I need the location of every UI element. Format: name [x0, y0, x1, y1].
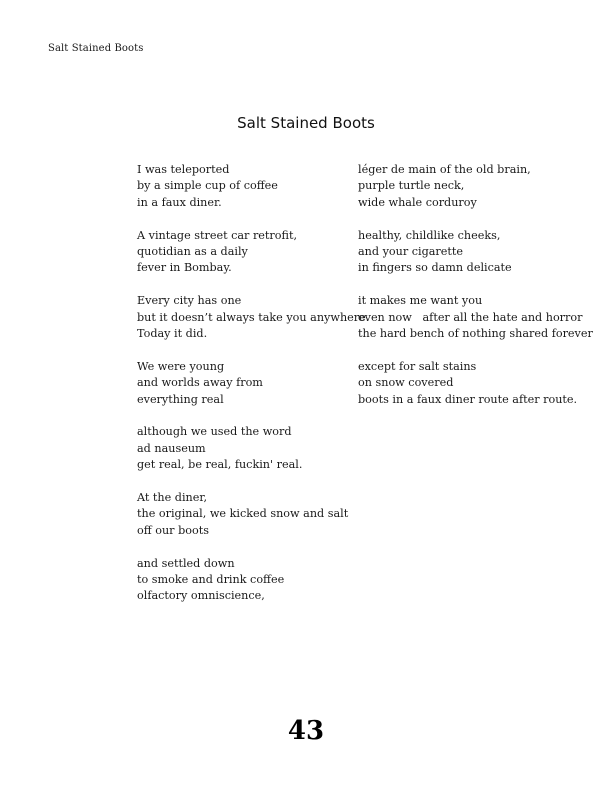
stanza — [137, 228, 352, 277]
poem-line: by a simple cup of coffee — [137, 179, 278, 193]
poem-title: Salt Stained Boots — [237, 114, 375, 132]
poem-line: A vintage street car retrofit, — [137, 228, 298, 242]
poem-line: léger de main of the old brain, — [358, 163, 531, 176]
poem-line: although we used the word — [137, 425, 292, 439]
poem-line: and your cigarette — [358, 245, 464, 259]
poem-line: and worlds away from — [137, 376, 263, 390]
poem-line: and settled down — [137, 556, 235, 570]
stanza — [137, 359, 352, 408]
stanza — [137, 490, 352, 539]
poem-line: to smoke and drink coffee — [137, 573, 285, 587]
poem-line: We were young — [137, 359, 225, 373]
poem-line: ad nauseum — [137, 441, 206, 455]
poem-line: wide whale corduroy — [358, 195, 477, 209]
poem-line: off our boots — [137, 523, 209, 537]
poem-line: except for salt stains — [358, 359, 477, 373]
poem-line: Every city has one — [137, 294, 242, 308]
poem-line: get real, be real, fuckin' real. — [137, 458, 303, 472]
running-header: Salt Stained Boots — [48, 43, 144, 54]
poem-right-column — [358, 162, 598, 424]
poem-line: everything real — [137, 392, 224, 406]
poem-line: healthy, childlike cheeks, — [358, 228, 501, 242]
poem-line: on snow covered — [358, 376, 454, 390]
stanza — [137, 424, 352, 473]
page-number: 43 — [287, 716, 325, 746]
stanza — [358, 293, 598, 342]
poem-line: the hard bench of nothing shared forever — [358, 327, 593, 341]
stanza — [358, 162, 598, 211]
poem-line: purple turtle neck, — [358, 179, 465, 193]
poem-line: At the diner, — [137, 491, 208, 505]
poem-line: it makes me want you — [358, 294, 483, 308]
poem-line: boots in a faux diner route after route. — [358, 392, 578, 406]
poem-line: the original, we kicked snow and salt — [137, 507, 349, 521]
poem-line: olfactory omniscience, — [137, 589, 265, 603]
stanza — [358, 359, 598, 408]
poem-line: but it doesn’t always take you anywhere. — [137, 310, 370, 324]
stanza — [358, 228, 598, 277]
stanza — [137, 162, 352, 211]
poem-line: quotidian as a daily — [137, 245, 248, 259]
poem-line: in fingers so damn delicate — [358, 261, 512, 275]
poem-line: I was teleported — [137, 163, 230, 176]
poem-line: in a faux diner. — [137, 195, 222, 209]
poem-line: fever in Bombay. — [137, 261, 232, 275]
poem-left-column — [137, 162, 370, 621]
stanza — [137, 293, 370, 342]
poem-line: Today it did. — [137, 327, 208, 341]
stanza — [137, 556, 352, 605]
poem-line: even now after all the hate and horror — [358, 310, 583, 324]
